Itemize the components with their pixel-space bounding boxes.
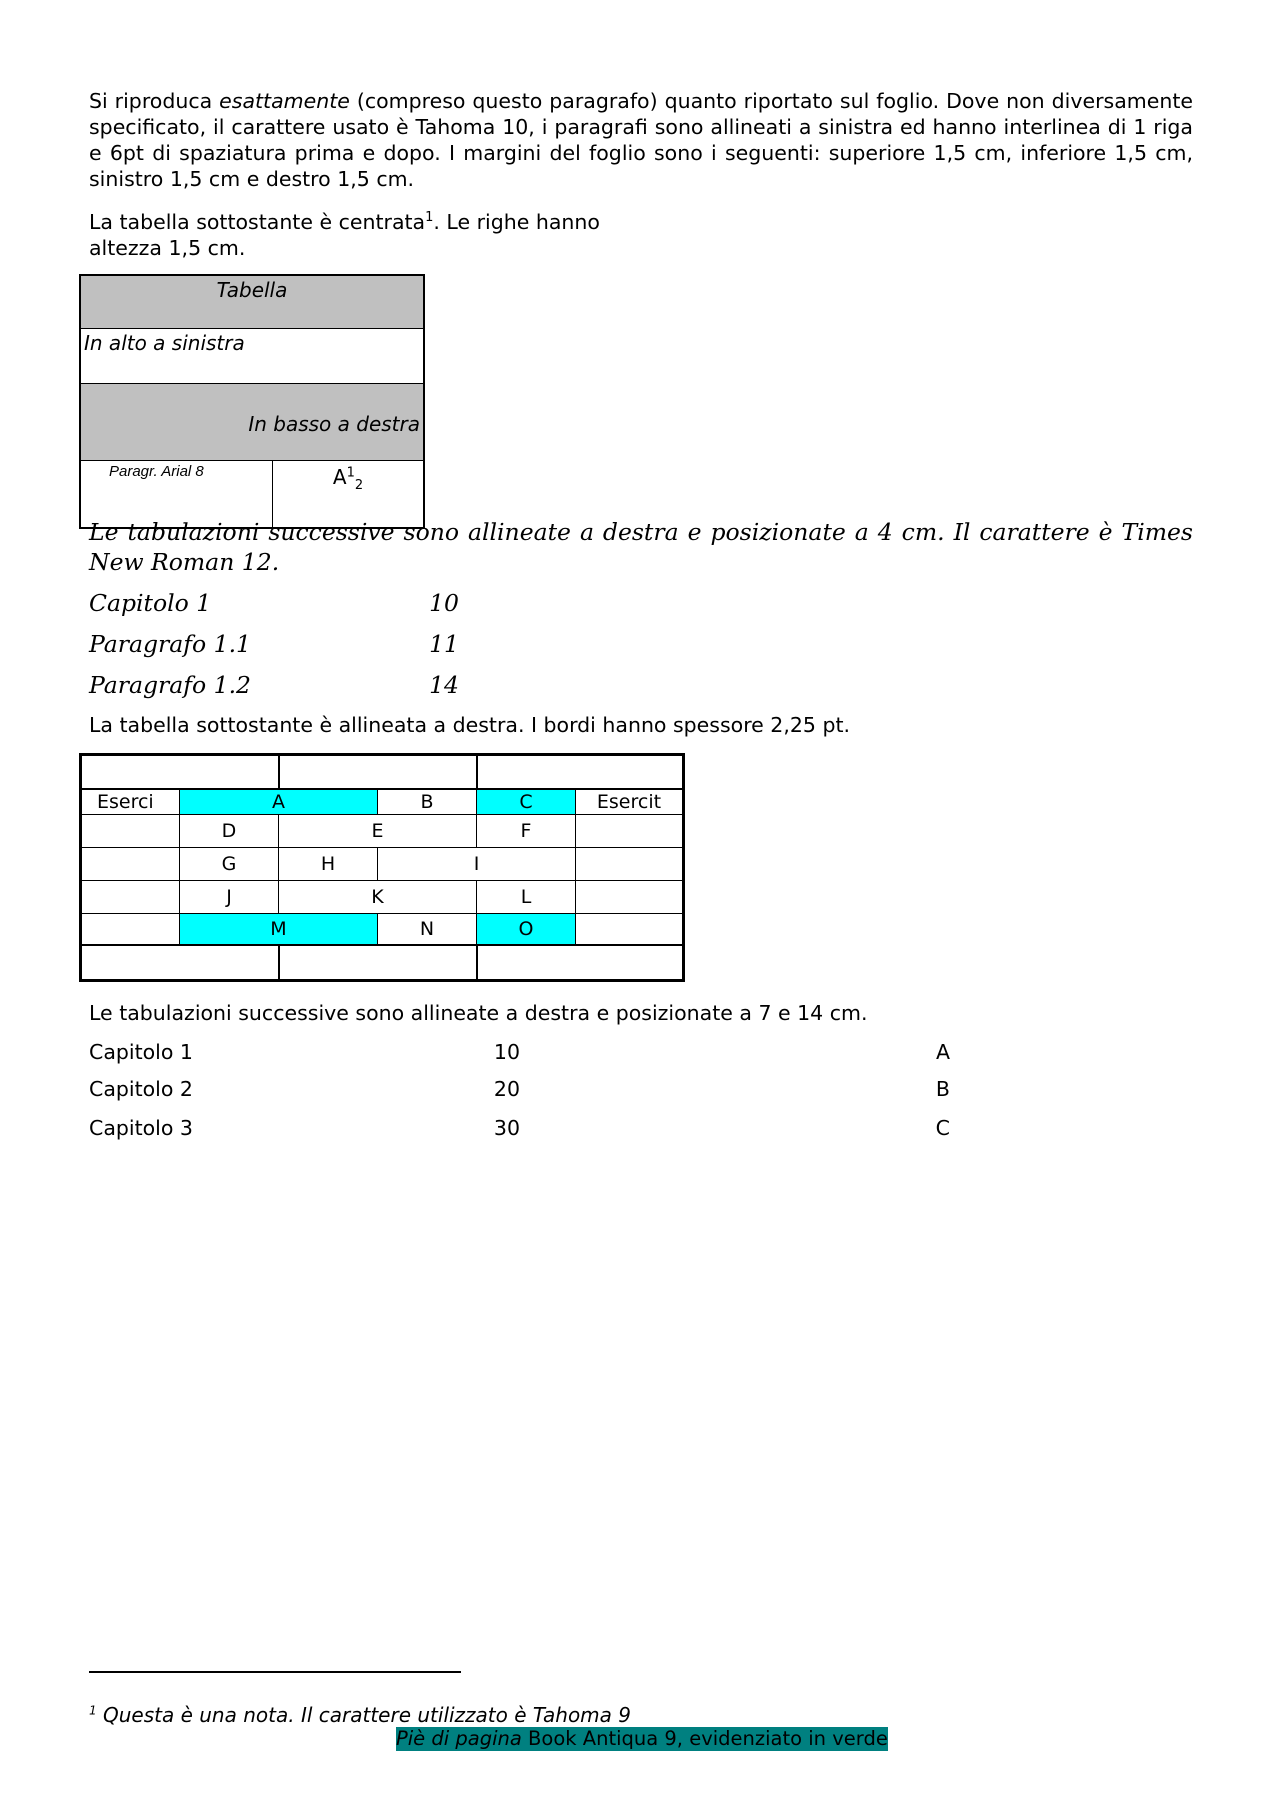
table2-cell-d: D xyxy=(180,815,279,848)
table2-cell-n: N xyxy=(378,914,477,945)
table2-empty-cell xyxy=(81,914,180,945)
table2-left-label: Eserci xyxy=(81,789,180,815)
table2-cell-m: M xyxy=(180,914,378,945)
table1-top-left-cell: In alto a sinistra xyxy=(80,329,424,384)
formula-subscript: 2 xyxy=(354,478,364,493)
table2-empty-cell xyxy=(81,815,180,848)
table1-note-line2: altezza 1,5 cm. xyxy=(89,235,246,260)
intro-text-start: Si riproduca xyxy=(89,89,220,113)
table2-cell-e: E xyxy=(279,815,477,848)
table2-cell-k: K xyxy=(279,881,477,914)
tabs1-label: Capitolo 1 xyxy=(89,589,212,617)
tabs2-letter-3: C xyxy=(935,1116,950,1140)
table2-cell-f: F xyxy=(477,815,576,848)
tabs2-value-3: 30 xyxy=(493,1116,520,1140)
table2-empty-cell xyxy=(279,945,477,981)
table2-empty-cell xyxy=(81,881,180,914)
table1-note xyxy=(89,205,704,261)
tabs2-label-3: Capitolo 3 xyxy=(89,1116,193,1140)
table2-cell-c: C xyxy=(477,789,576,815)
table2-cell-o: O xyxy=(477,914,576,945)
table1-note-text: La tabella sottostante è centrata xyxy=(89,209,426,234)
table2-empty-cell xyxy=(81,755,279,789)
table2-empty-cell xyxy=(576,848,684,881)
table2-cell-g: G xyxy=(180,848,279,881)
tabs2-letter-2: B xyxy=(935,1077,950,1101)
intro-paragraph xyxy=(89,88,1193,192)
tabs2-intro: Le tabulazioni successive sono allineate a destra e posizionate a 7 e 14 cm. xyxy=(89,1001,868,1025)
table1-note-text-end: . Le righe hanno xyxy=(433,209,600,234)
table1-title-cell: Tabella xyxy=(80,275,424,329)
table-1 xyxy=(79,274,425,529)
table2-empty-cell xyxy=(576,881,684,914)
tabs2-label-1: Capitolo 1 xyxy=(89,1040,193,1064)
tabs1-value-1: 10 xyxy=(429,589,459,617)
table1-note-line1 xyxy=(89,205,704,235)
tabs1-value-3: 14 xyxy=(429,671,459,699)
table2-empty-cell xyxy=(81,945,279,981)
tabs2-value-1: 10 xyxy=(493,1040,520,1064)
tabs1-intro: Le tabulazioni successive sono allineate a destra e posizionate a 4 cm. Il carattere è Times New Roman 12. xyxy=(89,518,1193,576)
tabs1-value-2: 11 xyxy=(429,630,459,658)
table2-empty-cell xyxy=(576,815,684,848)
table2-cell-j: J xyxy=(180,881,279,914)
footnote-separator xyxy=(89,1671,461,1673)
table1-bottom-right-cell: In basso a destra xyxy=(80,384,424,461)
formula-base: A xyxy=(332,465,347,489)
footnote-mark: 1 xyxy=(89,1703,97,1718)
table-2 xyxy=(79,753,685,982)
footer-text: Book Antiqua 9, evidenziato in verde xyxy=(521,1727,888,1750)
table2-cell-i: I xyxy=(378,848,576,881)
table2-cell-a: A xyxy=(180,789,378,815)
table2-empty-cell xyxy=(477,755,684,789)
table2-empty-cell xyxy=(279,755,477,789)
footnote xyxy=(89,1703,631,1727)
footer-emphasis: Piè di pagina xyxy=(396,1727,522,1750)
table2-cell-l: L xyxy=(477,881,576,914)
tabs2-label-2: Capitolo 2 xyxy=(89,1077,193,1101)
table2-empty-cell xyxy=(477,945,684,981)
table2-empty-cell xyxy=(81,848,180,881)
table2-cell-h: H xyxy=(279,848,378,881)
table2-empty-cell xyxy=(576,914,684,945)
tabs1-label: Paragrafo 1.1 xyxy=(89,630,251,658)
tabs1-label: Paragrafo 1.2 xyxy=(89,671,251,699)
intro-emphasis: esattamente xyxy=(219,89,350,113)
intro-text-rest: (compreso questo paragrafo) quanto riportato sul foglio. Dove non diversamente specificato, il carattere usato è Tahoma 10, i paragrafi sono allineati a sinistra ed hanno interlinea di 1 riga e 6pt di spaziatura prima e dopo. I margini del foglio sono i seguenti: superiore 1,5 cm, inferiore 1,5 cm, sinistro 1,5 cm e destro 1,5 cm. xyxy=(89,89,1193,191)
table2-cell-b: B xyxy=(378,789,477,815)
table2-intro: La tabella sottostante è allineata a destra. I bordi hanno spessore 2,25 pt. xyxy=(89,713,851,737)
page-footer xyxy=(396,1727,888,1751)
formula-superscript: 1 xyxy=(346,465,355,481)
footnote-text: Questa è una nota. Il carattere utilizzato è Tahoma 9 xyxy=(96,1703,632,1727)
tabs2-value-2: 20 xyxy=(493,1077,520,1101)
footnote-reference[interactable]: 1 xyxy=(425,210,434,225)
table1-arial-cell: Paragr. Arial 8 xyxy=(80,461,273,529)
table2-right-label: Esercit xyxy=(576,789,684,815)
tabs2-letter-1: A xyxy=(935,1040,950,1064)
